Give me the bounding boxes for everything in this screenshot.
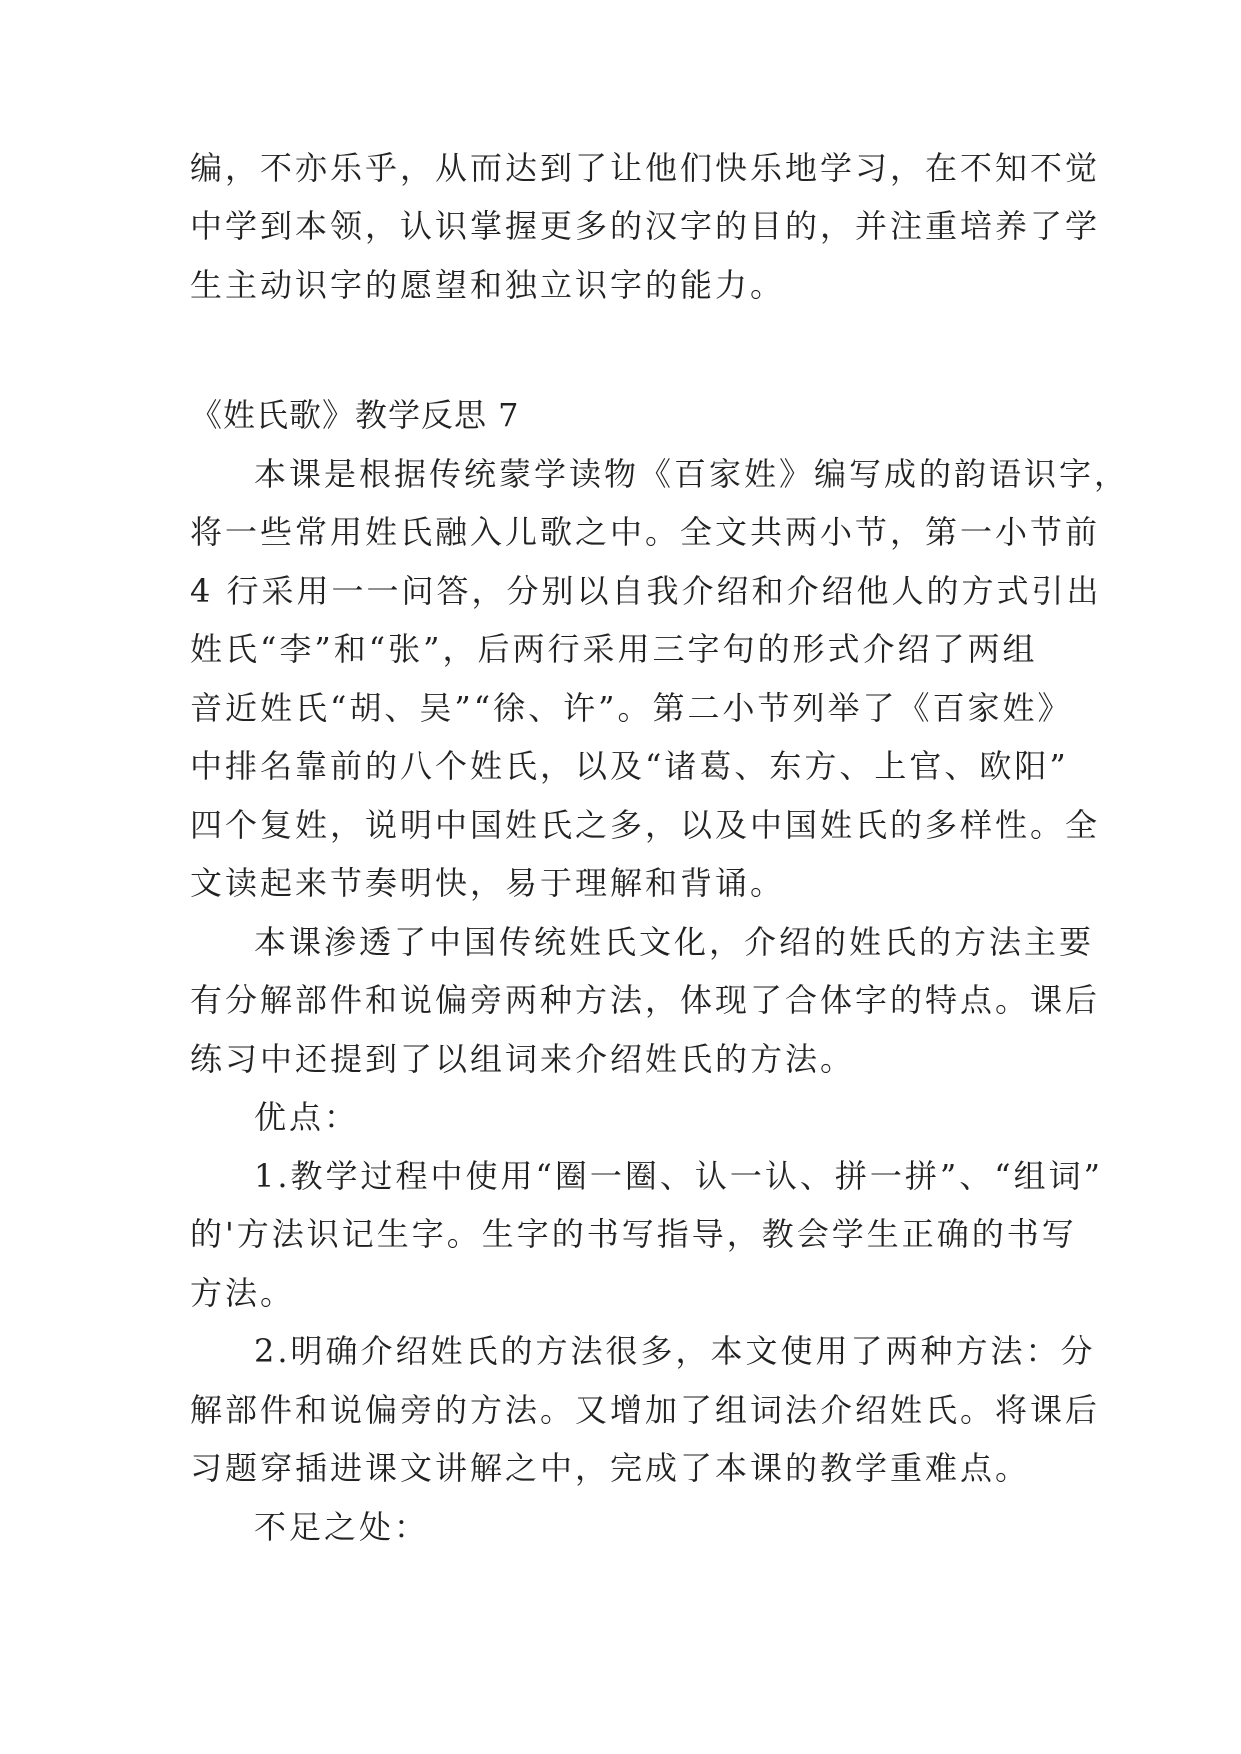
text-line: 本课是根据传统蒙学读物《百家姓》编写成的韵语识字， xyxy=(254,455,1130,493)
text-line: 姓氏“李”和“张”，后两行采用三字句的形式介绍了两组 xyxy=(190,630,1038,668)
text-line: 将一些常用姓氏融入儿歌之中。全文共两小节，第一小节前 xyxy=(190,513,1101,551)
text-line: 编，不亦乐乎，从而达到了让他们快乐地学习，在不知不觉 xyxy=(190,149,1101,187)
text-line: 生主动识字的愿望和独立识字的能力。 xyxy=(190,266,786,304)
text-line: 四个复姓，说明中国姓氏之多，以及中国姓氏的多样性。全 xyxy=(190,806,1101,844)
text-line: 文读起来节奏明快，易于理解和背诵。 xyxy=(190,864,786,902)
text-line: 中学到本领，认识掌握更多的汉字的目的，并注重培养了学 xyxy=(190,207,1101,245)
text-line: 的'方法识记生字。生字的书写指导，教会学生正确的书写 xyxy=(190,1215,1077,1253)
text-line: 音近姓氏“胡、吴”“徐、许”。第二小节列举了《百家姓》 xyxy=(190,689,1073,727)
section-heading: 《姓氏歌》教学反思 7 xyxy=(190,396,520,434)
text-line: 有分解部件和说偏旁两种方法，体现了合体字的特点。课后 xyxy=(190,981,1101,1019)
merits-label: 优点： xyxy=(254,1098,360,1136)
text-line: 4 行采用一一问答，分别以自我介绍和介绍他人的方式引出 xyxy=(190,572,1102,610)
text-line: 练习中还提到了以组词来介绍姓氏的方法。 xyxy=(190,1040,856,1078)
text-line: 2.明确介绍姓氏的方法很多，本文使用了两种方法：分 xyxy=(254,1332,1096,1370)
text-line: 1.教学过程中使用“圈一圈、认一认、拼一拼”、“组词” xyxy=(254,1157,1103,1195)
shortcomings-label: 不足之处： xyxy=(254,1508,430,1546)
text-line: 本课渗透了中国传统姓氏文化，介绍的姓氏的方法主要 xyxy=(254,923,1095,961)
text-line: 方法。 xyxy=(190,1274,296,1312)
text-line: 习题穿插进课文讲解之中，完成了本课的教学重难点。 xyxy=(190,1449,1031,1487)
text-line: 中排名靠前的八个姓氏，以及“诸葛、东方、上官、欧阳” xyxy=(190,747,1069,785)
text-line: 解部件和说偏旁的方法。又增加了组词法介绍姓氏。将课后 xyxy=(190,1391,1101,1429)
